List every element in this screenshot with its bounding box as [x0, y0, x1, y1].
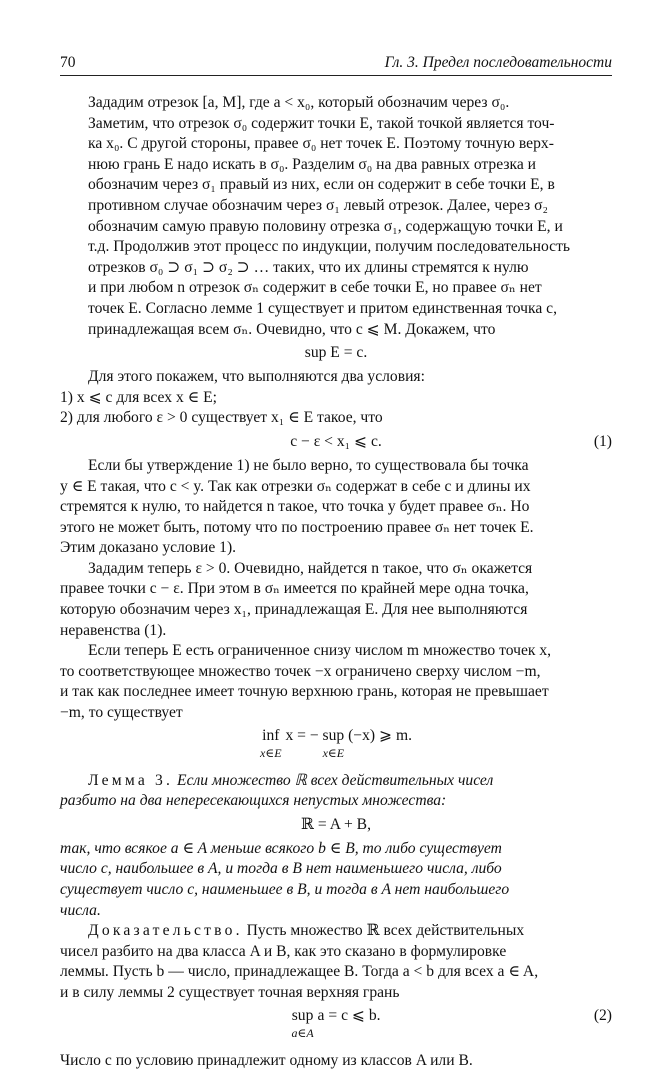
text-line: и в силу леммы 2 существует точная верхняя грань — [60, 983, 400, 1001]
text-line: принадлежащая всем σₙ. Очевидно, что c ⩽ M. Докажем, что — [88, 320, 496, 338]
text-line: Число c по условию принадлежит одному из классов A или B. — [60, 1051, 473, 1069]
text-line: 2) для любого ε > 0 существует x₁ ∈ E такое, что — [60, 409, 383, 427]
sup-operator — [323, 726, 345, 760]
lemma-3 — [60, 771, 612, 812]
text-line: нюю грань E надо искать в σ₀. Разделим σ₀ на два равных отрезка и — [88, 155, 536, 173]
page-body — [60, 93, 612, 1071]
text-line: чисел разбито на два класса A и B, как это сказано в формулировке — [60, 942, 507, 960]
text-line: обозначим через σ₁ правый из них, если он содержит в себе точки E, в — [88, 176, 555, 194]
text-line: противном случае обозначим через σ₁ левый отрезок. Далее, через σ₂ — [88, 196, 548, 214]
text-line: существует число c, наименьшее в B, и тогда в A нет наибольшего — [60, 881, 510, 898]
paragraph-3 — [60, 456, 612, 559]
text-line: и при любом n отрезок σₙ содержит в себе точки E, но правее σₙ нет — [88, 279, 542, 297]
sup-operator — [291, 1006, 313, 1040]
sup-label: sup — [322, 726, 345, 744]
text-line: неравенства (1). — [60, 621, 167, 639]
text-line: числа. — [60, 901, 101, 919]
text-line: Если бы утверждение 1) не было верно, то существовала бы точка — [88, 456, 529, 474]
text-line: −m, то существует — [60, 704, 183, 722]
text-line: так, что всякое a ∈ A меньше всякого b ∈ B, то либо существует — [60, 839, 502, 857]
text-line: то соответствующее множество точек −x ограничено сверху числом −m, — [60, 662, 541, 680]
equation-1 — [60, 431, 612, 453]
equation-tail: (−x) ⩾ m. — [344, 726, 412, 744]
text-line: Если теперь E есть ограниченное снизу числом m множество точек x, — [88, 642, 552, 660]
lemma-label: Лемма 3. — [88, 771, 174, 789]
paragraph-5 — [60, 641, 612, 723]
text-line: и так как последнее имеет точную верхнюю грань, которая не превышает — [60, 683, 549, 701]
lemma-line — [60, 771, 612, 792]
text-line: обозначим самую правую половину отрезка σ₁, содержащую точки E, и — [88, 217, 563, 235]
text-line: Зададим теперь ε > 0. Очевидно, найдется n такое, что σₙ окажется — [88, 559, 533, 577]
page-number: 70 — [60, 54, 76, 71]
lemma-statement: Если множество ℝ всех действительных чисел — [177, 771, 494, 789]
text-line: Зададим отрезок [a, M], где a < x₀, который обозначим через σ₀. — [88, 94, 510, 111]
lemma-3-continued — [60, 839, 612, 921]
text-line: т.д. Продолжив этот процесс по индукции, получим последовательность — [88, 238, 571, 256]
text-line: отрезков σ₀ ⊃ σ₁ ⊃ σ₂ ⊃ … таких, что их длины стремятся к нулю — [88, 258, 529, 276]
equation-text: c − ε < x₁ ⩽ c. — [290, 432, 382, 450]
proof — [60, 921, 612, 1003]
inf-label: inf — [262, 726, 280, 744]
text-line: стремятся к нулю, то найдется n такое, что точка y будет правее σₙ. Но — [60, 498, 530, 516]
equation-sup — [60, 342, 612, 364]
text-line: Для этого покажем, что выполняются два условия: — [88, 368, 425, 386]
inf-subscript: x∈E — [260, 745, 282, 760]
equation-number: (2) — [593, 1006, 612, 1024]
text-line: y ∈ E такая, что c < y. Так как отрезки σₙ содержат в себе c и длины их — [60, 477, 531, 495]
equation-middle: x = − — [281, 726, 323, 744]
text-line: число c, наибольшее в A, и тогда в B нет наименьшего числа, либо — [60, 860, 502, 878]
equation-inf — [60, 726, 612, 768]
running-header — [60, 53, 612, 73]
sup-subscript: x∈E — [322, 745, 345, 760]
text-line: леммы. Пусть b — число, принадлежащее B. Тогда a < b для всех a ∈ A, — [60, 963, 539, 981]
inf-operator — [260, 726, 282, 760]
paragraph-last — [60, 1051, 612, 1071]
sup-label: sup — [291, 1006, 314, 1024]
text-line: этого не может быть, потому что по построению правее σₙ нет точек E. — [60, 518, 534, 536]
equation-number: (1) — [593, 432, 612, 450]
chapter-title: Гл. 3. Предел последовательности — [384, 54, 612, 71]
text-line: 1) x ⩽ c для всех x ∈ E; — [60, 388, 217, 406]
equation-tail: a = c ⩽ b. — [313, 1006, 381, 1024]
text-line: Заметим, что отрезок σ₀ содержит точки E, такой точкой является точ- — [88, 114, 555, 132]
proof-start: Пусть множество ℝ всех действительных — [246, 922, 525, 940]
text-line: которую обозначим через x₁, принадлежащая E. Для нее выполняются — [60, 601, 528, 619]
paragraph-4 — [60, 559, 612, 641]
proof-label: Доказательство. — [88, 922, 243, 940]
text-line: точек E. Согласно лемме 1 существует и притом единственная точка c, — [88, 299, 557, 317]
sup-subscript: a∈A — [291, 1025, 314, 1040]
text-line: правее точки c − ε. При этом в σₙ имеется по крайней мере одна точка, — [60, 580, 529, 598]
text-line: разбито на два непересекающихся непустых множества: — [60, 792, 447, 810]
text-line: ка x₀. С другой стороны, правее σ₀ нет точек E. Поэтому точную верх- — [88, 135, 554, 153]
text-line: Этим доказано условие 1). — [60, 539, 237, 557]
proof-line — [60, 921, 612, 942]
paragraph-2 — [60, 367, 612, 429]
equation-r — [60, 814, 612, 836]
paragraph-1 — [60, 93, 612, 340]
equation-text: ℝ = A + B, — [301, 815, 371, 833]
equation-text: sup E = c. — [304, 344, 368, 362]
equation-2 — [60, 1006, 612, 1048]
header-rule — [60, 75, 612, 76]
